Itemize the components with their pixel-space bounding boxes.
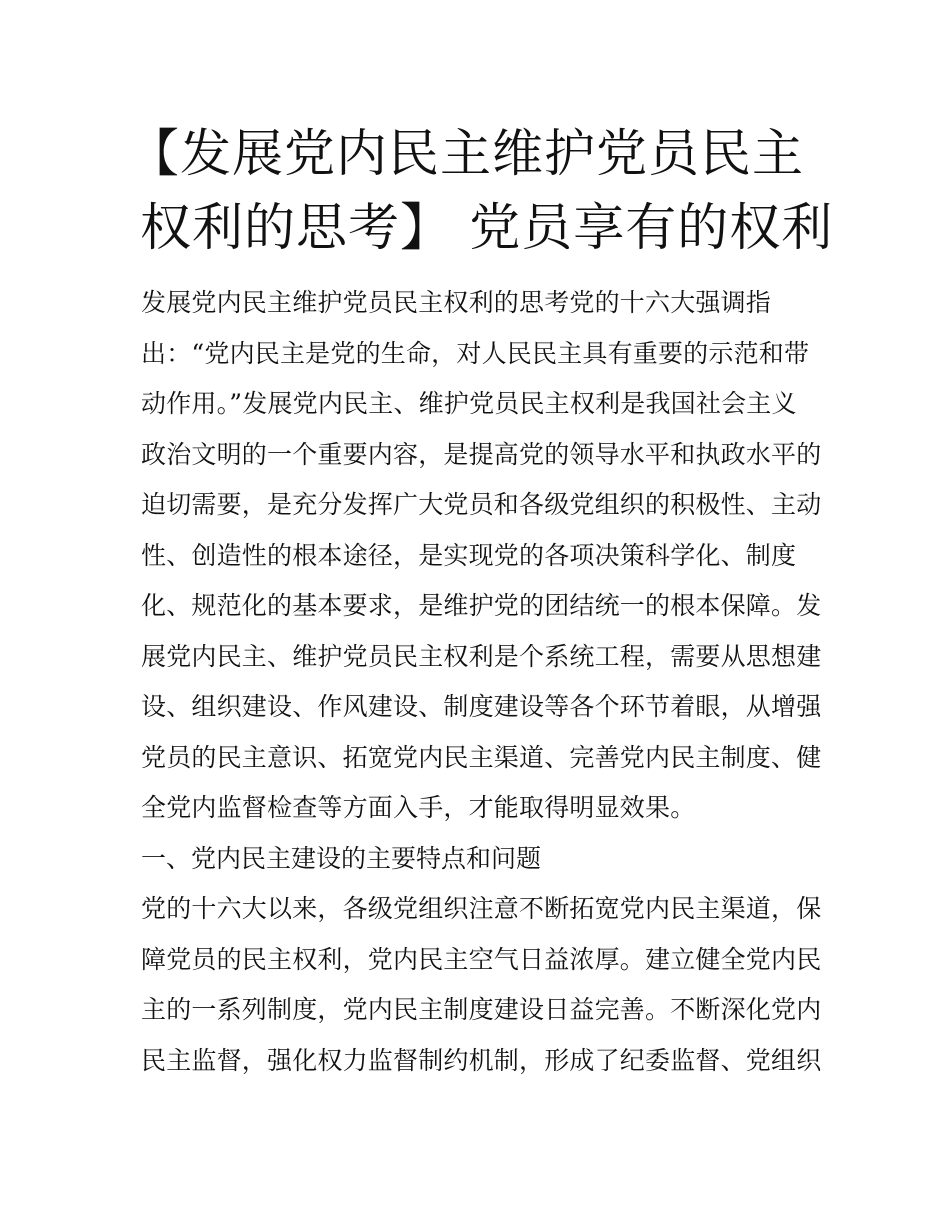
document-body <box>141 278 821 1086</box>
paragraph-2 <box>141 884 821 1086</box>
paragraph-1 <box>141 278 821 834</box>
paragraph-line: 政治文明的一个重要内容，是提高党的领导水平和执政水平的 <box>141 439 822 469</box>
title-line-2: 权利的思考】 党员享有的权利 <box>140 199 834 258</box>
paragraph-line: 展党内民主、维护党员民主权利是个系统工程，需要从思想建 <box>141 641 822 671</box>
paragraph-line: 障党员的民主权利，党内民主空气日益浓厚。建立健全党内民 <box>141 944 822 974</box>
section-heading: 一、党内民主建设的主要特点和问题 <box>141 843 542 873</box>
paragraph-line: 设、组织建设、作风建设、制度建设等各个环节着眼，从增强 <box>141 692 822 721</box>
paragraph-line: 发展党内民主维护党员民主权利的思考党的十六大强调指 <box>141 288 772 317</box>
paragraph-line: 民主监督，强化权力监督制约机制，形成了纪委监督、党组织 <box>141 1045 822 1075</box>
document-title <box>128 118 834 266</box>
paragraph-line: 主的一系列制度，党内民主制度建设日益完善。不断深化党内 <box>141 995 822 1024</box>
paragraph-line: 党员的民主意识、拓宽党内民主渠道、完善党内民主制度、健 <box>141 742 822 772</box>
title-line-1: 【发展党内民主维护党员民主 <box>128 125 805 184</box>
paragraph-line: 化、规范化的基本要求，是维护党的团结统一的根本保障。发 <box>141 591 822 620</box>
paragraph-line: 动作用。”发展党内民主、维护党员民主权利是我国社会主义 <box>141 389 797 418</box>
paragraph-line: 出：“党内民主是党的生命，对人民民主具有重要的示范和带 <box>141 338 810 368</box>
paragraph-line: 性、创造性的根本途径，是实现党的各项决策科学化、制度 <box>141 540 797 570</box>
paragraph-line: 党的十六大以来，各级党组织注意不断拓宽党内民主渠道，保 <box>141 894 822 923</box>
paragraph-line: 迫切需要，是充分发挥广大党员和各级党组织的积极性、主动 <box>141 490 822 519</box>
paragraph-line: 全党内监督检查等方面入手，才能取得明显效果。 <box>141 793 696 822</box>
